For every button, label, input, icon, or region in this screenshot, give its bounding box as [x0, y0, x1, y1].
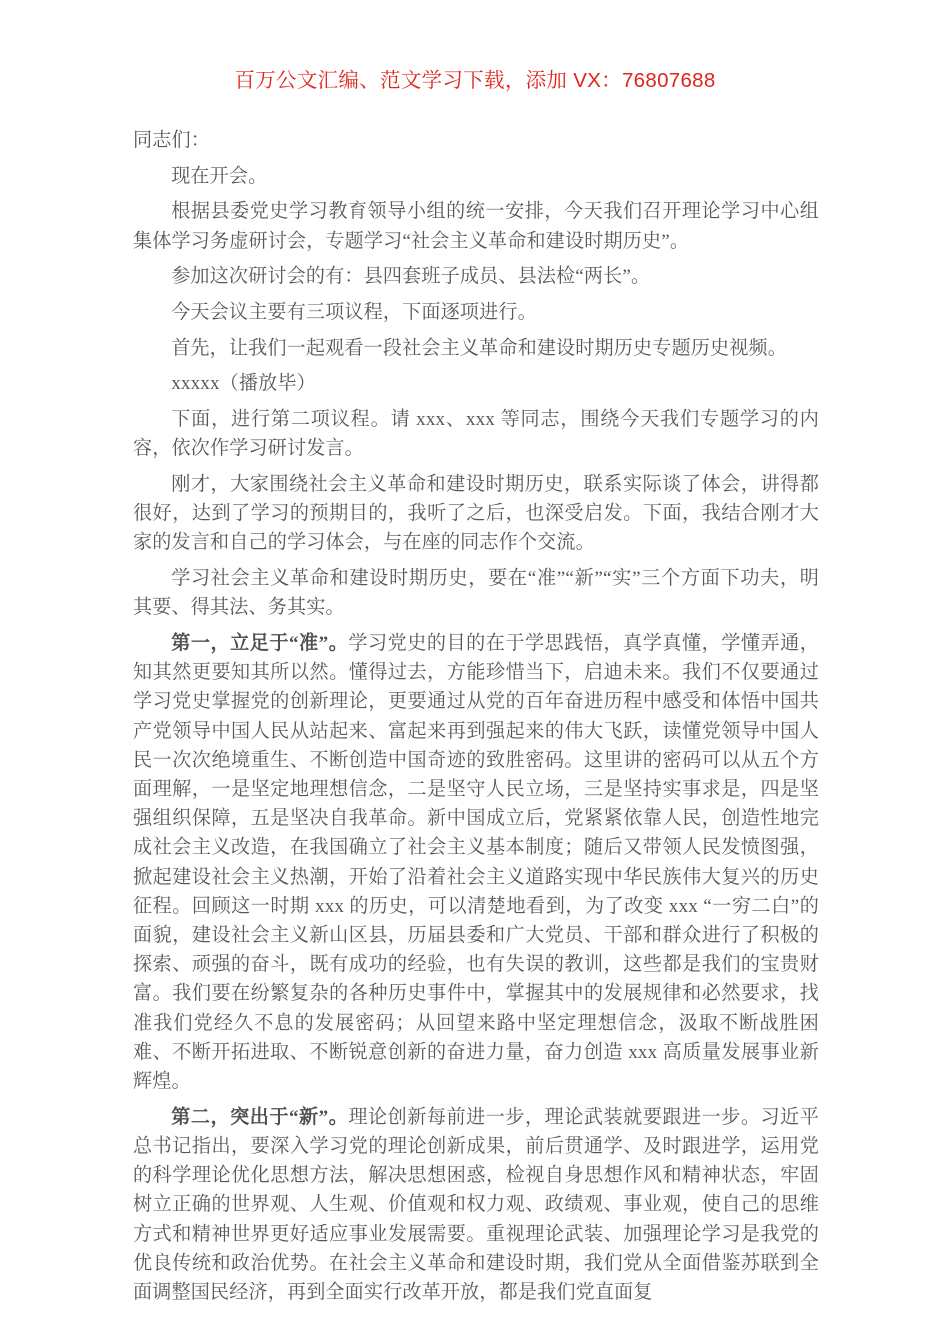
- paragraph-chair-remarks-intro: 刚才，大家围绕社会主义革命和建设时期历史，联系实际谈了体会，讲得都很好，达到了学习的预期目的，我听了之后，也深受启发。下面，我结合刚才大家的发言和自己的学习体会，与在座的同志作个交流。: [133, 474, 819, 554]
- paragraph-agenda-item-one: 首先，让我们一起观看一段社会主义革命和建设时期历史专题历史视频。: [171, 337, 787, 359]
- paragraph-attendees: 参加这次研讨会的有：县四套班子成员、县法检“两长”。: [171, 266, 651, 288]
- promo-header-banner: 百万公文汇编、范文学习下载，添加 VX：76807688: [234, 69, 716, 92]
- paragraph-playback-note: xxxxx（播放毕）: [171, 373, 316, 395]
- paragraph-open-meeting: 现在开会。: [171, 165, 268, 187]
- paragraph-three-aspects: 学习社会主义革命和建设时期历史，要在“准”“新”“实”三个方面下功夫，明其要、得其法、务其实。: [133, 568, 819, 619]
- paragraph-agenda-count: 今天会议主要有三项议程，下面逐项进行。: [171, 302, 537, 324]
- paragraph-point-two-text: 理论创新每前进一步，理论武装就要跟进一步。习近平总书记指出，要深入学习党的理论创新成果，前后贯通学、及时跟进学，运用党的科学理论优化思想方法，解决思想困惑，检视自身思想作风和精神状态，牢固树立正确的世界观、人生观、价值观和权力观、政绩观、事业观，使自己的思维方式和精神世界更好适应事业发展需要。重视理论武装、加强理论学习是我党的优良传统和政治优势。在社会主义革命和建设时期，我们党从全面借鉴苏联到全面调整国民经济，再到全面实行改革开放，都是我们党直面复: [133, 1106, 819, 1304]
- paragraph-point-two: [133, 1103, 819, 1307]
- heading-lead-point-one: 第一，立足于“准”。: [171, 633, 349, 655]
- paragraph-agenda-item-two: 下面，进行第二项议程。请 xxx、xxx 等同志，围绕今天我们专题学习的内容，依次作学习研讨发言。: [133, 409, 819, 460]
- paragraph-salutation: 同志们：: [133, 130, 210, 151]
- document-body: [133, 126, 819, 1307]
- paragraph-point-one-text: 学习党史的目的在于学思践悟，真学真懂，学懂弄通，知其然更要知其所以然。懂得过去，方能珍惜当下，启迪未来。我们不仅要通过学习党史掌握党的创新理论，更要通过从党的百年奋进历程中感受和体悟中国共产党领导中国人民从站起来、富起来再到强起来的伟大飞跃，读懂党领导中国人民一次次绝境重生、不断创造中国奇迹的致胜密码。这里讲的密码可以从五个方面理解，一是坚定地理想信念，二是坚守人民立场，三是坚持实事求是，四是坚强组织保障，五是坚决自我革命。新中国成立后，党紧紧依靠人民，创造性地完成社会主义改造，在我国确立了社会主义基本制度；随后又带领人民发愤图强，掀起建设社会主义热潮，开始了沿着社会主义道路实现中华民族伟大复兴的历史征程。回顾这一时期 xxx 的历史，可以清楚地看到，为了改变 xxx “一穷二白”的面貌，建设社会主义新山区县，历届县委和广大党员、干部和群众进行了积极的探索、顽强的奋斗，既有成功的经验，也有失误的教训，这些都是我们的宝贵财富。我们要在纷繁复杂的各种历史事件中，掌握其中的发展规律和必然要求，找准我们党经久不息的发展密码；从回望来路中坚定理想信念，汲取不断战胜困难、不断开拓进取、不断锐意创新的奋进力量，奋力创造 xxx 高质量发展事业新辉煌。: [133, 633, 819, 1093]
- paragraph-point-one: [133, 629, 819, 1096]
- heading-lead-point-two: 第二，突出于“新”。: [171, 1106, 349, 1128]
- paragraph-meeting-purpose: 根据县委党史学习教育领导小组的统一安排，今天我们召开理论学习中心组集体学习务虚研讨会，专题学习“社会主义革命和建设时期历史”。: [133, 201, 819, 252]
